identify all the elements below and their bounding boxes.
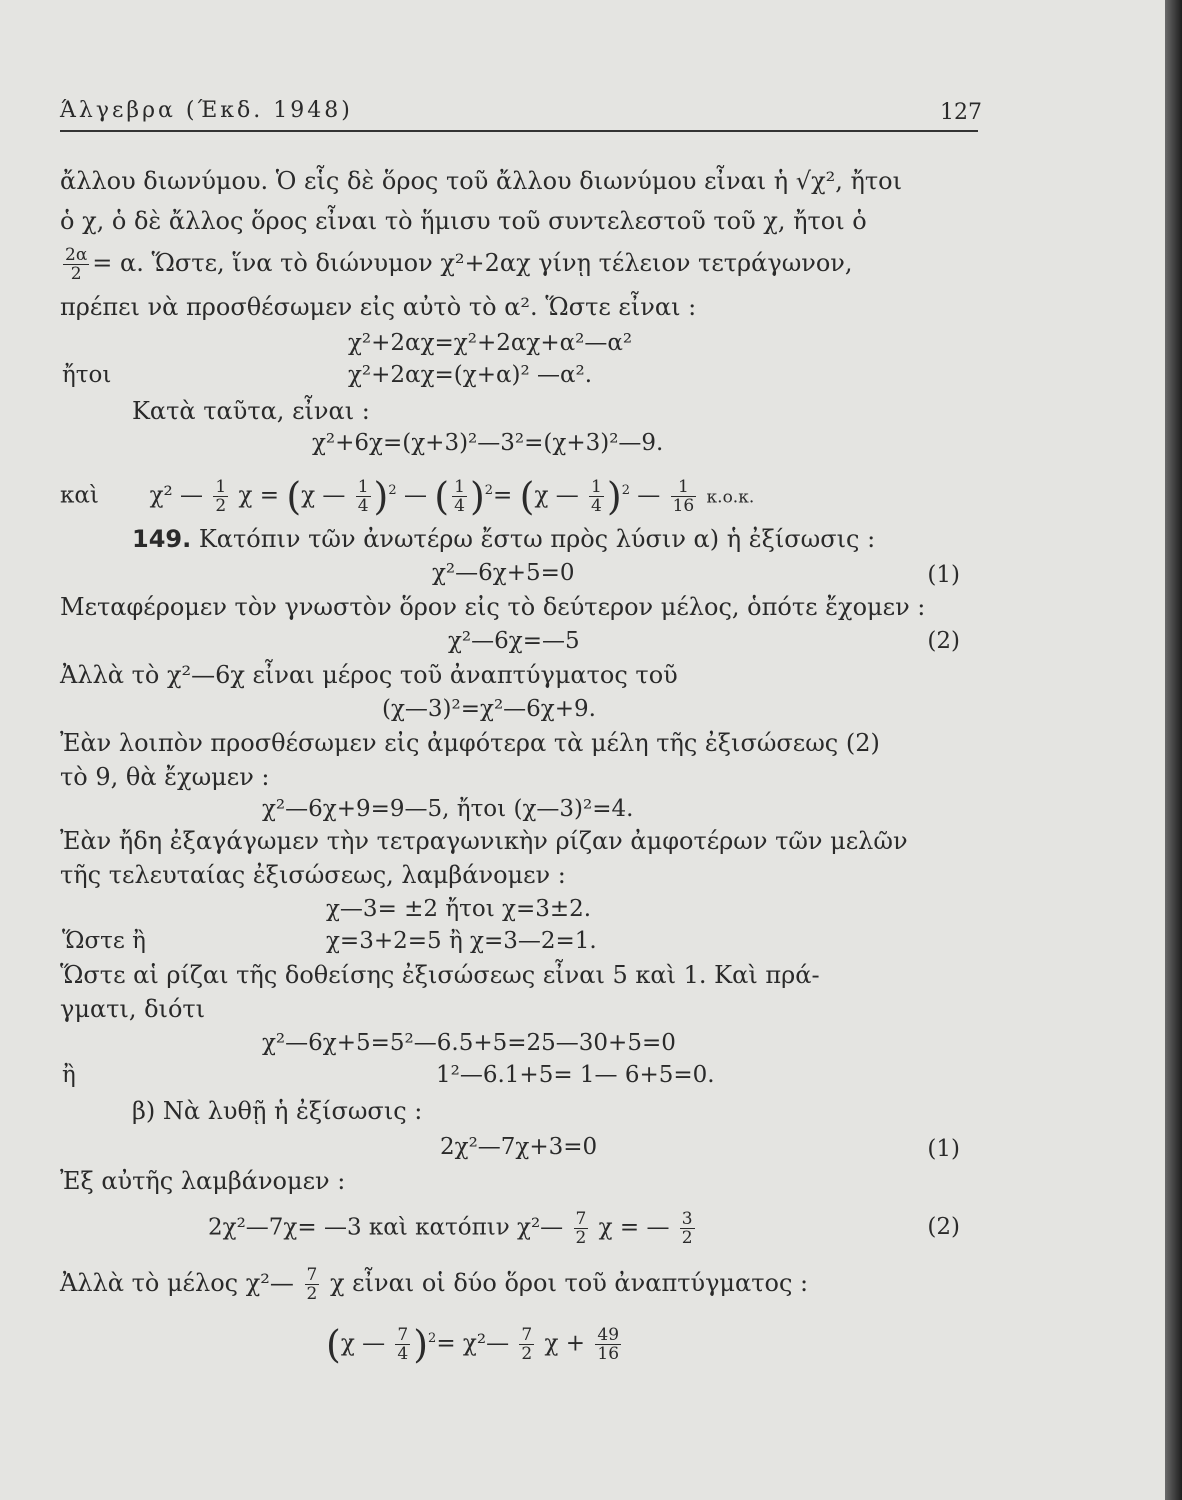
fraction: $\frac{1}{4}$	[454, 477, 465, 517]
equation: χ²—6χ=—5	[448, 628, 580, 654]
equation: χ²—6χ+5=5²—6.5+5=25—30+5=0	[262, 1030, 676, 1056]
paragraph-line: β) Νὰ λυθῇ ἡ ἐξίσωσις :	[132, 1097, 423, 1125]
fraction: $\frac{1}{4}$	[357, 477, 369, 517]
fraction: $\frac{7}{2}$	[521, 1325, 533, 1365]
paragraph-line: Ἀλλὰ τὸ μέλος χ²— $\frac{7}{2}$ χ εἶναι οἱ δύο ὅροι τοῦ ἀναπτύγματος :	[60, 1265, 809, 1304]
fraction: $\frac{2\alpha}{2}$	[65, 245, 88, 284]
paragraph-line: Ἀλλὰ τὸ χ²—6χ εἶναι μέρος τοῦ ἀναπτύγματος τοῦ	[60, 661, 678, 689]
section-heading-line: 149. Κατόπιν τῶν ἀνωτέρω ἔστω πρὸς λύσιν α) ἡ ἐξίσωσις :	[132, 525, 876, 553]
equation: 1²—6.1+5= 1— 6+5=0.	[436, 1062, 715, 1088]
page-edge-shadow	[1165, 0, 1182, 1500]
paragraph-line: Ἐὰν ἤδη ἐξαγάγωμεν τὴν τετραγωνικὴν ρίζαν ἀμφοτέρων τῶν μελῶν	[60, 827, 908, 855]
equation: χ²+2αχ=(χ+α)² —α².	[348, 362, 593, 388]
equation-label: ἤτοι	[62, 362, 112, 388]
fraction: $\frac{7}{4}$	[397, 1325, 409, 1365]
equation: χ—3= ±2 ἤτοι χ=3±2.	[326, 896, 592, 922]
header-rule	[60, 130, 978, 132]
page-number: 127	[940, 100, 982, 125]
equation-number: (2)	[927, 628, 960, 654]
paragraph-line: Ἐὰν λοιπὸν προσθέσωμεν εἰς ἀμφότερα τὰ μέλη τῆς ἐξισώσεως (2)	[60, 729, 880, 757]
paragraph-line: γματι, διότι	[60, 995, 206, 1023]
paragraph-line: Ὥστε αἱ ρίζαι τῆς δοθείσης ἐξισώσεως εἶναι 5 καὶ 1. Καὶ πρά-	[60, 961, 820, 989]
equation-label: Ὥστε ἢ	[62, 928, 146, 954]
fraction: $\frac{1}{16}$	[672, 477, 695, 517]
equation-label: καὶ	[60, 482, 99, 509]
equation: χ²—6χ+9=9—5, ἤτοι (χ—3)²=4.	[262, 796, 634, 822]
equation: 2χ²—7χ+3=0	[440, 1134, 598, 1160]
equation-number: (1)	[927, 1136, 960, 1162]
fraction: $\frac{49}{16}$	[597, 1325, 620, 1365]
equation-number: (1)	[927, 562, 960, 588]
fraction: $\frac{1}{2}$	[215, 477, 227, 517]
equation-row: (χ — $\frac{7}{4}$ )$^2$= χ²— $\frac{7}{2}$ χ + $\frac{49}{16}$	[326, 1322, 620, 1367]
paragraph-line: ἄλλου διωνύμου. Ὁ εἷς δὲ ὅρος τοῦ ἄλλου διωνύμου εἶναι ἡ √χ², ἤτοι	[60, 167, 903, 195]
equation-row: καὶ χ² — $\frac{1}{2}$ χ = (χ — $\frac{1}{4}$ )$^2$ — ( $\frac{1}{4}$ )$^2$= (χ — $\frac{1}{4}$ )$^2$ — $\frac{1}{16}$ κ.ο.κ.	[60, 474, 755, 519]
paragraph-line: Κατὰ ταῦτα, εἶναι :	[132, 397, 370, 425]
section-number: 149.	[132, 525, 192, 553]
equation: χ²+2αχ=χ²+2αχ+α²—α²	[348, 330, 633, 356]
equation: χ=3+2=5 ἢ χ=3—2=1.	[326, 928, 597, 954]
equation-label: ἢ	[62, 1062, 76, 1088]
fraction: $\frac{3}{2}$	[681, 1209, 693, 1248]
paragraph-line: Μεταφέρομεν τὸν γνωστὸν ὅρον εἰς τὸ δεύτερον μέλος, ὁπότε ἔχομεν :	[60, 593, 926, 621]
equation-row: 2χ²—7χ= —3 καὶ κατόπιν χ²— $\frac{7}{2}$ χ = — $\frac{3}{2}$	[208, 1209, 693, 1248]
equation: χ²—6χ+5=0	[432, 560, 575, 586]
equation-number: (2)	[927, 1214, 960, 1240]
equation: (χ—3)²=χ²—6χ+9.	[382, 696, 596, 722]
paragraph-line: τὸ 9, θὰ ἔχωμεν :	[60, 763, 270, 791]
running-header-title: Άλγεβρα (Έκδ. 1948)	[60, 98, 353, 123]
paragraph-line: $\frac{2\alpha}{2}$ = α. Ὥστε, ἵνα τὸ διώνυμον χ²+2αχ γίνῃ τέλειον τετράγωνον,	[65, 245, 853, 284]
fraction: $\frac{7}{2}$	[575, 1209, 587, 1248]
fraction: $\frac{1}{4}$	[591, 477, 602, 517]
fraction: $\frac{7}{2}$	[306, 1265, 318, 1304]
paragraph-line: πρέπει νὰ προσθέσωμεν εἰς αὐτὸ τὸ α². Ὥστε εἶναι :	[60, 293, 697, 321]
paragraph-line: τῆς τελευταίας ἐξισώσεως, λαμβάνομεν :	[60, 861, 566, 889]
paragraph-line: ὁ χ, ὁ δὲ ἄλλος ὅρος εἶναι τὸ ἥμισυ τοῦ συντελεστοῦ τοῦ χ, ἤτοι ὁ	[60, 207, 867, 235]
paragraph-line: Ἐξ αὐτῆς λαμβάνομεν :	[60, 1167, 346, 1195]
equation: χ²+6χ=(χ+3)²—3²=(χ+3)²—9.	[312, 430, 664, 456]
